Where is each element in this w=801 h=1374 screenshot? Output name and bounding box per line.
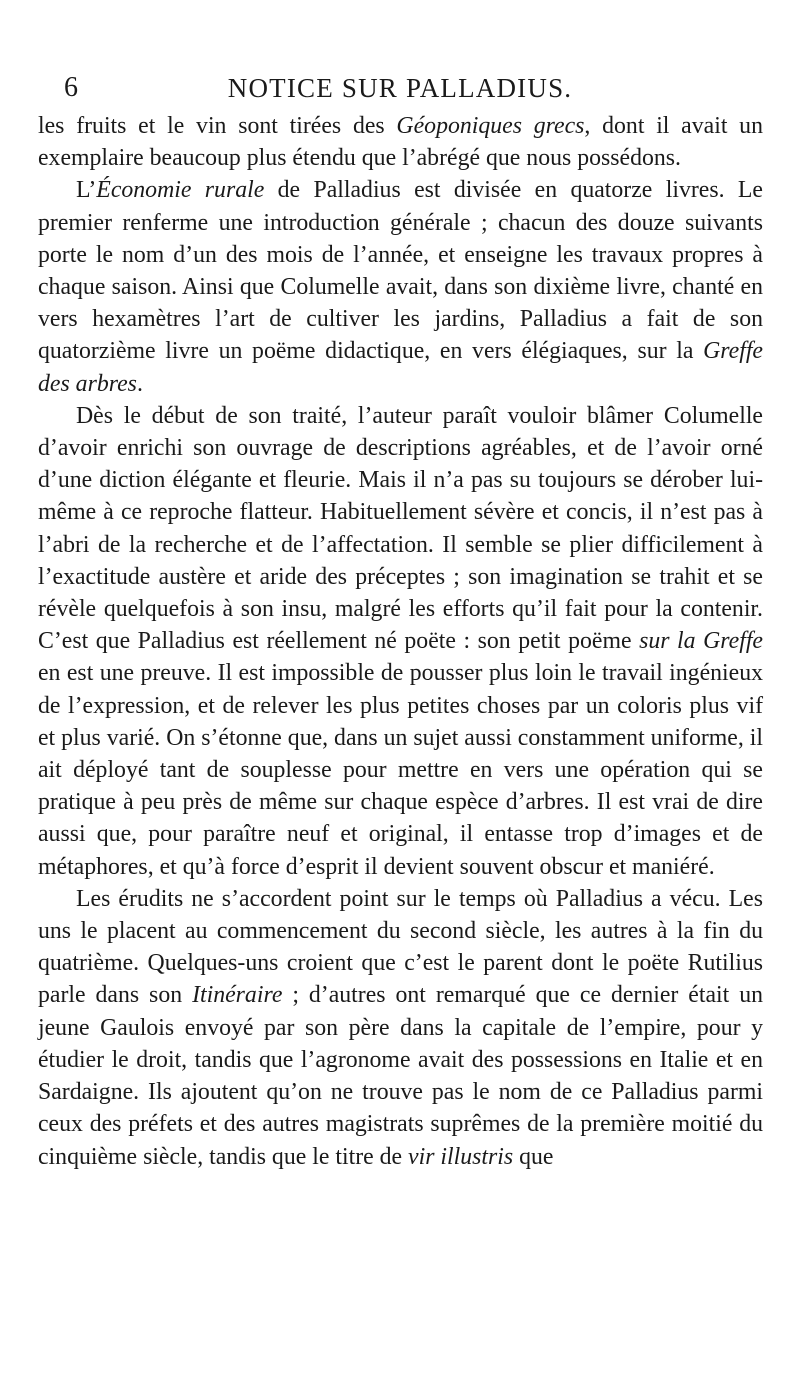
italic-title: vir illustris: [408, 1143, 514, 1170]
running-head: [64, 70, 736, 106]
header-title: NOTICE SUR PALLADIUS.: [227, 73, 573, 103]
text-segment: L’: [76, 177, 97, 204]
text-segment: Les érudits ne s’accordent point sur le temps où Palladius a vécu. Les uns le placent au commencement du second siècle, les autres à la fin du quatrième. Quelques-uns croient que c’est le parent dont le poëte Rutilius parle dans son: [38, 885, 763, 1009]
text-segment: ; d’autres ont remarqué que ce dernier était un jeune Gaulois envoyé par son père dans la capitale de l’empire, pour y étudier le droit, tandis que l’agronome avait des possessions en Italie et en Sardaigne. Ils ajoutent qu’on ne trouve pas le nom de ce Palladius parmi ceux des préfets et des autres magistrats suprêmes de la première moitié du cinquième siècle, tandis que le titre de: [38, 982, 763, 1170]
text-segment: les fruits et le vin sont tirées des: [38, 113, 397, 139]
text-segment: en est une preuve. Il est impossible de pousser plus loin le travail ingénieux de l’expression, et de relever les plus petites choses par un coloris plus vif et plus varié. On s’étonne que, dans un sujet aussi constamment uniforme, il ait déployé tant de souplesse pour mettre en vers une opération qui se pratique à peu près de même sur chaque espèce d’arbres. Il est vrai de dire aussi que, pour paraître neuf et original, il entasse trop d’images et de métaphores, et qu’à force d’esprit il devient souvent obscur et maniéré.: [38, 660, 763, 880]
paragraph-continuation: [38, 110, 763, 174]
italic-title: Greffe des arbres: [38, 338, 763, 397]
paragraph-dating: [38, 883, 763, 1173]
italic-title: Géoponiques grecs: [396, 113, 585, 139]
text-segment: .: [136, 370, 143, 397]
text-segment: Dès le début de son traité, l’auteur paraît vouloir blâmer Columelle d’avoir enrichi son ouvrage de descriptions agréables, et de l’avoir orné d’une diction élégante et fleurie. Mais il n’a pas su toujours se dérober lui-même à ce reproche flatteur. Habituellement sévère et concis, il n’est pas à l’abri de la recherche et de l’affectation. Il semble se plier difficilement à l’exactitude austère et aride des préceptes ; son imagination se trahit et se révèle quelquefois à son insu, malgré les efforts qu’il fait pour la contenir. C’est que Palladius est réellement né poëte : son petit poëme: [38, 402, 763, 655]
text-segment: , dont il avait un exemplaire beaucoup plus étendu que l’abrégé que nous possédons.: [38, 113, 763, 172]
paragraph-style: [38, 400, 763, 883]
page-number: 6: [64, 72, 78, 103]
italic-title: Économie rurale: [96, 177, 265, 204]
text-segment: que: [513, 1143, 554, 1170]
italic-title: Itinéraire: [192, 982, 283, 1009]
text-segment: de Palladius est divisée en quatorze livres. Le premier renferme une introduction générale ; chacun des douze suivants porte le nom d’un des mois de l’année, et enseigne les travaux propres à chaque saison. Ainsi que Columelle avait, dans son dixième livre, chanté en vers hexamètres l’art de cultiver les jardins, Palladius a fait de son quatorzième livre un poëme didactique, en vers élégiaques, sur la: [38, 177, 763, 365]
paragraph-economie-rurale: [38, 174, 763, 399]
italic-title: sur la Greffe: [639, 628, 763, 655]
body-text: [38, 110, 763, 1173]
